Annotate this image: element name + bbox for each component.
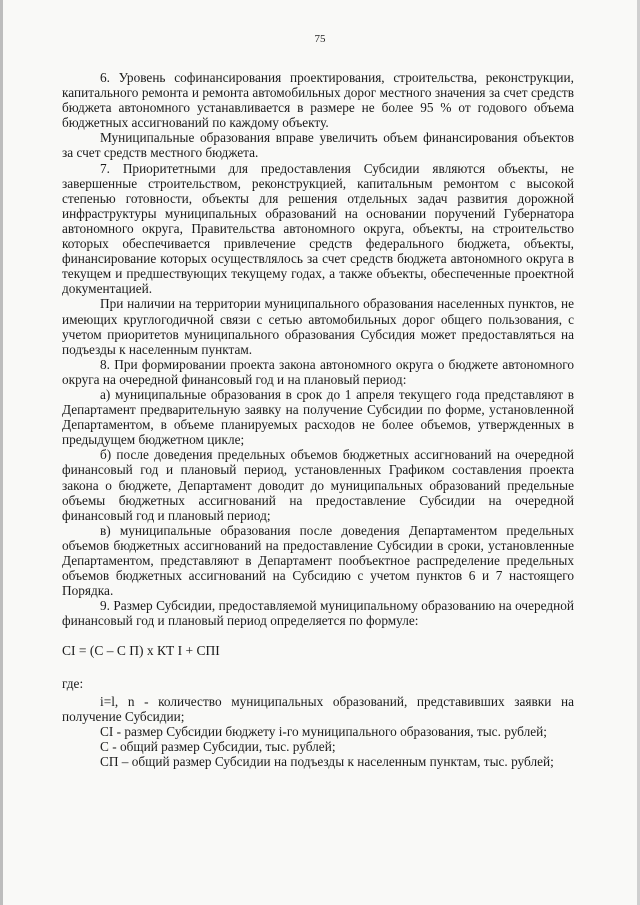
document-body — [62, 70, 574, 769]
paragraph-6: 6. Уровень софинансирования проектирования, строительства, реконструкции, капитального ремонта и ремонта автомобильных дорог местного значения за счет средств бюджета автономного устанавливается в размере не более 95 % от годового объема бюджетных ассигнований по каждому объекту. — [62, 70, 574, 131]
paragraph-8-b: б) после доведения предельных объемов бюджетных ассигнований на очередной финансовый год и плановый период, установленных Графиком составления проекта закона о бюджете, Департамент доводит до муниципальных образований предельные объемы бюджетных ассигнований на предоставление Субсидии на очередной финансовый год и плановый период; — [62, 447, 574, 523]
definition-n: i=l, n - количество муниципальных образований, представивших заявки на получение Субсидии; — [62, 693, 574, 724]
paragraph-8-c: в) муниципальные образования после доведения Департаментом предельных объемов бюджетных ассигнований на предоставление Субсидии в сроки, установленные Департаментом, представляют в Департамент пообъектное распределение предельных объемов бюджетных ассигнований на Субсидию с учетом пунктов 6 и 7 настоящего Порядка. — [62, 522, 574, 599]
page-number: 75 — [314, 33, 326, 45]
paragraph-9: 9. Размер Субсидии, предоставляемой муниципальному образованию на очередной финансовый год и плановый период определяется по формуле: — [62, 598, 574, 629]
definition-sp: СП – общий размер Субсидии на подъезды к населенным пунктам, тыс. рублей; — [100, 754, 554, 770]
paragraph-8-a: а) муниципальные образования в срок до 1 апреля текущего года представляют в Департамент предварительную заявку на получение Субсидии по форме, установленной Департаментом, в объеме планируемых расходов не более объемов, утвержденных в предыдущем бюджетном цикле; — [62, 386, 574, 448]
paragraph-7: 7. Приоритетными для предоставления Субсидии являются объекты, не завершенные строительством, реконструкцией, капитальным ремонтом с высокой степенью готовности, объекты для решения отдельных задач развития дорожной инфраструктуры муниципальных образований на основании поручений Губернатора автономного округа, Правительства автономного округа, объекты, на строительство которых обеспечивается привлечение средств федерального бюджета, объекты, финансирование которых осуществлялось за счет средств бюджета автономного округа в текущем и предшествующих текущему годах, а также объекты, обеспеченные проектной документацией. — [62, 160, 574, 297]
subsidy-formula: CI = (С – С П) х КТ I + СПI — [62, 643, 220, 659]
where-label: где: — [62, 675, 84, 691]
paragraph-7-settlements: При наличии на территории муниципального образования населенных пунктов, не имеющих круглогодичной связи с сетью автомобильных дорог общего пользования, с учетом приоритетов муниципального образования Субсидия может предоставляться на подъезды к населенным пунктам. — [62, 296, 574, 357]
definition-ci: CI - размер Субсидии бюджету i-го муниципального образования, тыс. рублей; — [100, 723, 547, 739]
paragraph-6-municipal: Муниципальные образования вправе увеличить объем финансирования объектов за счет средств местного бюджета. — [62, 130, 574, 161]
definition-c: С - общий размер Субсидии, тыс. рублей; — [100, 738, 336, 754]
paragraph-8: 8. При формировании проекта закона автономного округа о бюджете автономного округа на очередной финансовый год и на плановый период: — [62, 356, 574, 387]
